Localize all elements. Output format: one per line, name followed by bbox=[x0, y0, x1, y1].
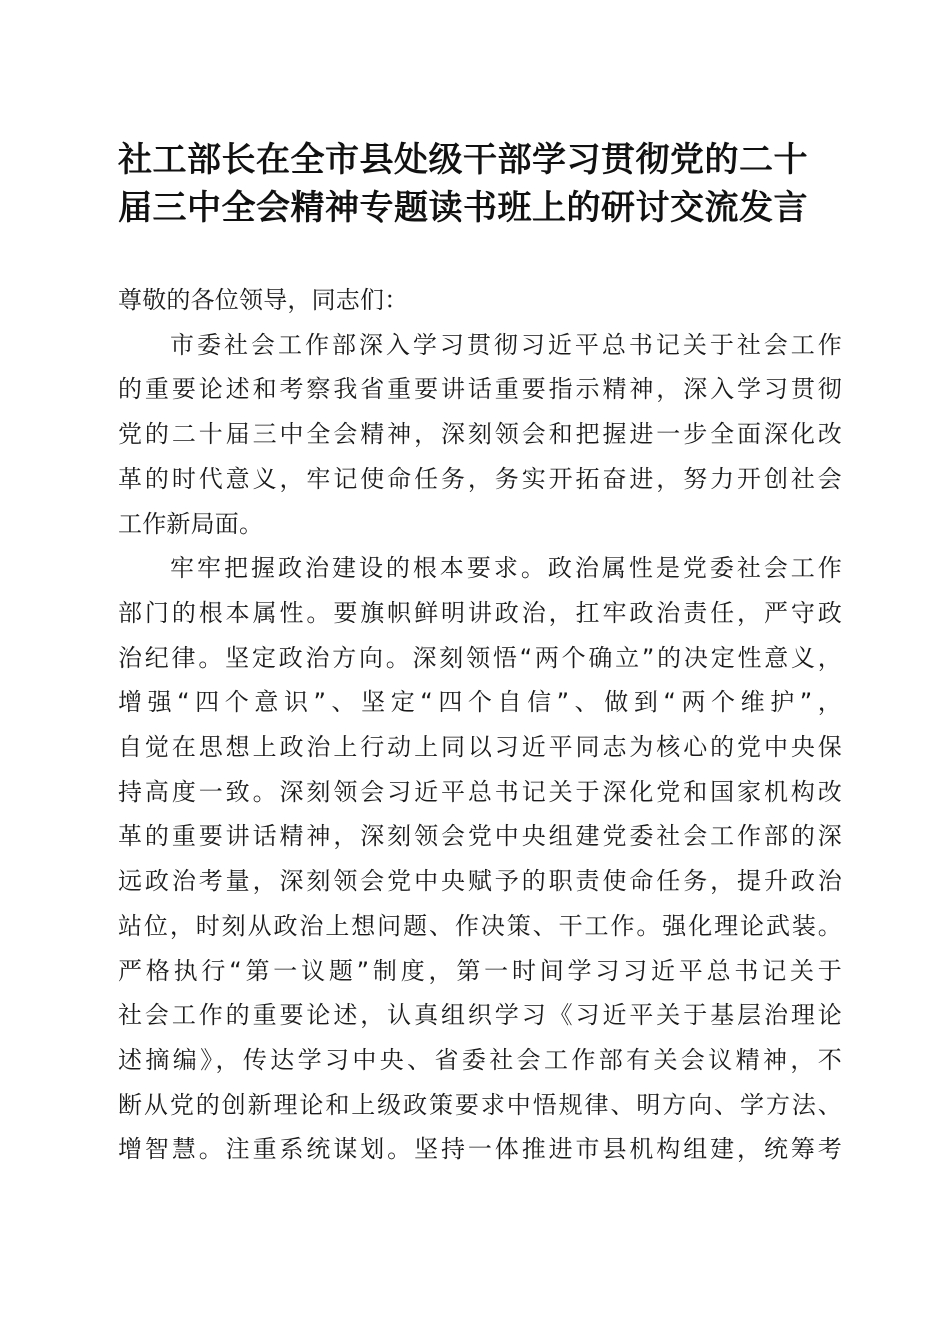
paragraph-line: 革的时代意义，牢记使命任务，务实开拓奋进，努力开创社会 bbox=[118, 464, 842, 493]
paragraph-2 bbox=[118, 546, 842, 1172]
paragraph-line: 的重要论述和考察我省重要讲话重要指示精神，深入学习贯彻 bbox=[118, 375, 842, 404]
paragraph-line: 工作新局面。 bbox=[118, 509, 264, 538]
paragraph-line: 增强“四个意识”、坚定“四个自信”、做到“两个维护”， bbox=[118, 688, 842, 717]
paragraph-line: 牢牢把握政治建设的根本要求。政治属性是党委社会工作 bbox=[170, 554, 842, 583]
paragraph-line: 述摘编》，传达学习中央、省委社会工作部有关会议精神，不 bbox=[118, 1045, 842, 1074]
paragraph-line: 增智慧。注重系统谋划。坚持一体推进市县机构组建，统筹考 bbox=[118, 1135, 842, 1164]
paragraph-1 bbox=[118, 323, 842, 547]
paragraph-line: 市委社会工作部深入学习贯彻习近平总书记关于社会工作 bbox=[170, 330, 842, 359]
paragraph-line: 社会工作的重要论述，认真组织学习《习近平关于基层治理论 bbox=[118, 1001, 842, 1030]
salutation: 尊敬的各位领导，同志们： bbox=[118, 286, 409, 314]
paragraph-line: 革的重要讲话精神，深刻领会党中央组建党委社会工作部的深 bbox=[118, 822, 842, 851]
document-body bbox=[118, 278, 842, 1172]
document-title bbox=[118, 136, 838, 232]
paragraph-line: 治纪律。坚定政治方向。深刻领悟“两个确立”的决定性意义， bbox=[118, 643, 842, 672]
paragraph-line: 部门的根本属性。要旗帜鲜明讲政治，扛牢政治责任，严守政 bbox=[118, 598, 842, 627]
paragraph-line: 站位，时刻从政治上想问题、作决策、干工作。强化理论武装。 bbox=[118, 911, 842, 940]
title-line-1: 社工部长在全市县处级干部学习贯彻党的二十 bbox=[118, 140, 808, 180]
paragraph-line: 党的二十届三中全会精神，深刻领会和把握进一步全面深化改 bbox=[118, 420, 842, 449]
paragraph-line: 远政治考量，深刻领会党中央赋予的职责使命任务，提升政治 bbox=[118, 867, 842, 896]
paragraph-line: 持高度一致。深刻领会习近平总书记关于深化党和国家机构改 bbox=[118, 777, 842, 806]
paragraph-line: 自觉在思想上政治上行动上同以习近平同志为核心的党中央保 bbox=[118, 733, 842, 762]
title-line-2: 届三中全会精神专题读书班上的研讨交流发言 bbox=[118, 188, 808, 228]
paragraph-line: 严格执行“第一议题”制度，第一时间学习习近平总书记关于 bbox=[118, 956, 842, 985]
paragraph-line: 断从党的创新理论和上级政策要求中悟规律、明方向、学方法、 bbox=[118, 1090, 842, 1119]
